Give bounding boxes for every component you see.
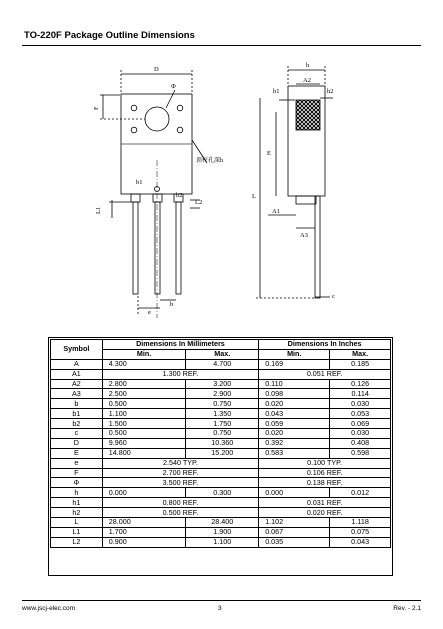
table-cell: 15.200 (186, 448, 259, 458)
table-row (51, 409, 391, 419)
table-cell: A3 (51, 389, 103, 399)
table-cell: 0.750 (186, 429, 259, 439)
mounting-hole (145, 107, 169, 131)
table-cell: 0.075 (330, 527, 391, 537)
header-mm: Dimensions In Millimeters (102, 340, 258, 350)
footer-page-number: 3 (218, 605, 222, 612)
table-cell: 0.035 (259, 537, 330, 547)
label-c: c (332, 293, 335, 300)
table-row (51, 399, 391, 409)
table-cell: b2 (51, 419, 103, 429)
table-cell: 1.500 (102, 419, 186, 429)
table-cell: 2.800 (102, 379, 186, 389)
table-cell: 1.750 (186, 419, 259, 429)
front-body (121, 94, 192, 144)
table-cell: 1.100 (186, 537, 259, 547)
table-cell: e (51, 458, 103, 468)
table-row (51, 527, 391, 537)
table-cell: 0.185 (330, 359, 391, 369)
table-cell: L1 (51, 527, 103, 537)
table-row (51, 429, 391, 439)
table-cell: L2 (51, 537, 103, 547)
table-cell: 9.960 (102, 438, 186, 448)
table-row (51, 468, 391, 478)
label-b2: b2 (176, 192, 183, 199)
table-cell: 0.598 (330, 448, 391, 458)
label-b1: b1 (136, 179, 143, 186)
table-cell: 0.500 (102, 429, 186, 439)
table-cell: 0.138 REF. (259, 478, 391, 488)
table-cell: h1 (51, 498, 103, 508)
table-cell: 1.300 REF. (102, 369, 258, 379)
table-cell: 1.100 (102, 409, 186, 419)
table-cell: 0.106 REF. (259, 468, 391, 478)
table-cell: 28.000 (102, 518, 186, 528)
table-cell: 0.067 (259, 527, 330, 537)
table-row (51, 537, 391, 547)
table-cell: b1 (51, 409, 103, 419)
table-cell: 0.098 (259, 389, 330, 399)
table-row (51, 508, 391, 518)
table-cell: L (51, 518, 103, 528)
table-cell: 0.750 (186, 399, 259, 409)
table-cell: 1.900 (186, 527, 259, 537)
table-cell: Φ (51, 478, 103, 488)
table-row (51, 438, 391, 448)
table-row (51, 478, 391, 488)
label-L2: L2 (195, 199, 203, 206)
label-phi: Φ (171, 83, 176, 90)
table-cell: A1 (51, 369, 103, 379)
header-symbol: Symbol (51, 340, 103, 360)
table-row (51, 458, 391, 468)
table-cell: 0.069 (330, 419, 391, 429)
table-cell: 0.900 (102, 537, 186, 547)
label-b: b (170, 301, 174, 308)
table-cell: A (51, 359, 103, 369)
table-row (51, 488, 391, 498)
label-F: F (93, 106, 100, 110)
label-h: h (306, 62, 310, 69)
table-cell: 0.500 REF. (102, 508, 258, 518)
table-cell: 0.051 REF. (259, 369, 391, 379)
table-cell: 3.200 (186, 379, 259, 389)
label-L: L (252, 193, 256, 200)
package-outline-drawing (0, 52, 443, 337)
table-cell: 0.000 (102, 488, 186, 498)
table-row (51, 389, 391, 399)
table-cell: 0.053 (330, 409, 391, 419)
table-row (51, 419, 391, 429)
table-cell: 2.540 TYP. (102, 458, 258, 468)
header-rule (22, 45, 421, 46)
header-mm-max: Max. (186, 349, 259, 359)
table-cell: 4.300 (102, 359, 186, 369)
header-in-min: Min. (259, 349, 330, 359)
footer-revision: Rev. - 2.1 (393, 605, 421, 612)
table-row (51, 379, 391, 389)
table-cell: F (51, 468, 103, 478)
table-cell: 0.126 (330, 379, 391, 389)
table-cell: 0.020 (259, 399, 330, 409)
table-cell: 0.000 (259, 488, 330, 498)
footer-website: www.jscj-elec.com (22, 605, 76, 612)
page-title: TO-220F Package Outline Dimensions (24, 30, 195, 41)
table-cell: 0.500 (102, 399, 186, 409)
table-cell: h (51, 488, 103, 498)
label-D: D (154, 66, 159, 73)
table-cell: 14.800 (102, 448, 186, 458)
table-cell: 0.114 (330, 389, 391, 399)
label-L1: L1 (95, 206, 102, 214)
table-cell: 2.700 REF. (102, 468, 258, 478)
label-A2: A2 (303, 77, 311, 84)
table-cell: 3.500 REF. (102, 478, 258, 488)
table-cell: 1.102 (259, 518, 330, 528)
table-cell: A2 (51, 379, 103, 389)
table-cell: 0.043 (330, 537, 391, 547)
table-row (51, 448, 391, 458)
table-cell: 0.800 REF. (102, 498, 258, 508)
table-cell: 2.500 (102, 389, 186, 399)
table-cell: 2.900 (186, 389, 259, 399)
table-cell: 1.118 (330, 518, 391, 528)
table-cell: 0.408 (330, 438, 391, 448)
table-body (51, 359, 391, 547)
table-cell: 1.700 (102, 527, 186, 537)
table-cell: 0.012 (330, 488, 391, 498)
table-row (51, 518, 391, 528)
footer-rule (22, 600, 421, 601)
table-cell: 0.031 REF. (259, 498, 391, 508)
table-cell: b (51, 399, 103, 409)
table-cell: 0.030 (330, 429, 391, 439)
table-cell: E (51, 448, 103, 458)
header-in: Dimensions In Inches (259, 340, 391, 350)
table-row (51, 359, 391, 369)
label-e: e (148, 309, 151, 316)
table-cell: 0.020 (259, 429, 330, 439)
table-cell: 0.300 (186, 488, 259, 498)
table-cell: 1.350 (186, 409, 259, 419)
label-h2: h2 (327, 88, 334, 95)
label-A3: A3 (300, 232, 308, 239)
table-cell: 0.110 (259, 379, 330, 389)
label-A1: A1 (272, 208, 280, 215)
dimensions-table (50, 339, 391, 548)
table-cell: 10.360 (186, 438, 259, 448)
table-cell: 0.392 (259, 438, 330, 448)
table-cell: 0.059 (259, 419, 330, 429)
label-h1: h1 (273, 88, 280, 95)
label-note: 顶杆孔深h (196, 158, 224, 164)
table-cell: D (51, 438, 103, 448)
table-cell: 0.030 (330, 399, 391, 409)
label-E: E (267, 150, 271, 157)
header-mm-min: Min. (102, 349, 186, 359)
table-cell: 0.583 (259, 448, 330, 458)
table-cell: 0.169 (259, 359, 330, 369)
table-cell: 4.700 (186, 359, 259, 369)
table-cell: c (51, 429, 103, 439)
table-cell: 28.400 (186, 518, 259, 528)
table-row (51, 498, 391, 508)
table-cell: 0.020 REF. (259, 508, 391, 518)
table-row (51, 369, 391, 379)
table-cell: 0.043 (259, 409, 330, 419)
header-in-max: Max. (330, 349, 391, 359)
table-cell: h2 (51, 508, 103, 518)
table-cell: 0.100 TYP. (259, 458, 391, 468)
